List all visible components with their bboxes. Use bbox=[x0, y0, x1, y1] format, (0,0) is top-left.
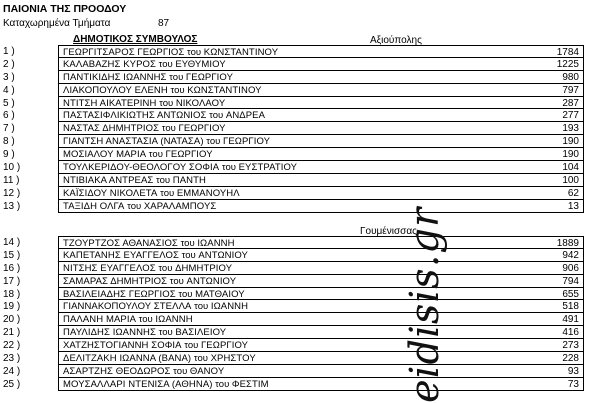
row-number: 12 ) bbox=[3, 187, 21, 199]
row-box bbox=[58, 275, 584, 288]
row-box bbox=[58, 161, 584, 174]
candidate-of: του bbox=[158, 58, 173, 70]
row-box bbox=[58, 365, 584, 378]
table-row bbox=[0, 58, 600, 71]
candidate-fullname: ΑΣΑΡΤΖΗΣ ΘΕΟΔΩΡΟΣ bbox=[63, 365, 171, 377]
candidate-father: ΓΕΩΡΓΙΟΥ bbox=[222, 136, 271, 148]
table-row bbox=[0, 161, 600, 174]
candidate-father: ΙΩΑΝΝΗ bbox=[155, 314, 193, 326]
candidate-votes: 190 bbox=[562, 149, 579, 161]
candidate-name bbox=[63, 379, 269, 390]
candidate-votes: 491 bbox=[562, 314, 579, 326]
candidate-father: ΓΕΩΡΓΙΟΥ bbox=[165, 149, 213, 161]
candidate-name bbox=[63, 72, 233, 83]
row-box bbox=[58, 313, 584, 326]
candidate-fullname: ΠΑΣΤΑΣΙΦΛΙΚΙΩΤΗΣ ΑΝΤΩΝΙΟΣ bbox=[63, 110, 207, 122]
candidate-list bbox=[0, 45, 600, 213]
candidate-of: του bbox=[206, 136, 221, 148]
candidate-votes: 104 bbox=[562, 162, 579, 174]
row-number: 9 ) bbox=[3, 149, 15, 161]
row-number: 15 ) bbox=[3, 249, 21, 261]
candidate-name bbox=[63, 47, 278, 58]
candidate-fullname: ΓΕΩΡΓΙΤΣΑΡΟΣ ΓΕΩΡΓΙΟΣ bbox=[63, 47, 185, 58]
row-box bbox=[58, 300, 584, 313]
candidate-of: του bbox=[169, 275, 184, 287]
candidate-name bbox=[63, 340, 248, 351]
candidate-votes: 73 bbox=[567, 378, 579, 390]
candidate-father: ΑΝΤΩΝΙΟΥ bbox=[198, 249, 248, 261]
row-box bbox=[58, 135, 584, 148]
candidate-fullname: ΓΙΑΝΤΣΗ ΑΝΑΣΤΑΣΙΑ (ΝΑΤΑΣΑ) bbox=[63, 136, 204, 148]
candidate-of: του bbox=[221, 162, 236, 174]
candidate-votes: 193 bbox=[562, 123, 579, 135]
table-row bbox=[0, 352, 600, 365]
candidate-of: του bbox=[215, 378, 230, 390]
candidate-votes: 62 bbox=[567, 187, 579, 199]
column-title: ΔΗΜΟΤΙΚΟΣ ΣΥΜΒΟΥΛΟΣ bbox=[73, 34, 198, 45]
row-box bbox=[58, 148, 584, 161]
registered-departments-count: 87 bbox=[158, 18, 170, 29]
row-box bbox=[58, 339, 584, 352]
row-number: 6 ) bbox=[3, 110, 15, 122]
candidate-votes: 1889 bbox=[556, 238, 579, 249]
row-number: 8 ) bbox=[3, 136, 15, 148]
candidate-of: του bbox=[194, 301, 209, 313]
candidate-of: του bbox=[161, 123, 176, 135]
candidate-father: ΙΩΑΝΝΗ bbox=[197, 238, 235, 249]
candidate-name bbox=[63, 136, 270, 147]
candidate-votes: 1784 bbox=[556, 47, 579, 58]
table-row bbox=[0, 262, 600, 275]
candidate-of: του bbox=[181, 249, 196, 261]
candidate-father: ΒΑΣΙΛΕΙΟΥ bbox=[175, 327, 227, 339]
row-box bbox=[58, 378, 584, 391]
row-number: 14 ) bbox=[3, 237, 21, 248]
row-box bbox=[58, 174, 584, 187]
municipality-label: Γουμένισσας bbox=[360, 226, 417, 237]
candidate-votes: 942 bbox=[562, 249, 579, 261]
row-number: 1 ) bbox=[3, 46, 15, 57]
candidate-votes: 13 bbox=[567, 200, 579, 212]
candidate-votes: 190 bbox=[562, 136, 579, 148]
candidate-fullname: ΚΑΪΣΙΔΟΥ ΝΙΚΟΛΕΤΑ bbox=[63, 187, 158, 199]
candidate-name bbox=[63, 263, 232, 274]
table-row bbox=[0, 148, 600, 161]
registered-departments-label: Καταχωρημένα Τμήματα bbox=[3, 18, 111, 29]
candidate-father: ΑΝΤΩΝΙΟΥ bbox=[186, 275, 237, 287]
table-row bbox=[0, 135, 600, 148]
candidate-of: του bbox=[158, 262, 173, 274]
row-number: 3 ) bbox=[3, 71, 15, 83]
candidate-name bbox=[63, 123, 226, 134]
watermark bbox=[402, 198, 552, 403]
candidate-of: του bbox=[184, 340, 199, 352]
row-box bbox=[58, 97, 584, 110]
row-box bbox=[58, 326, 584, 339]
row-box bbox=[58, 84, 584, 97]
table-row bbox=[0, 174, 600, 187]
table-row bbox=[0, 339, 600, 352]
candidate-father: ΓΕΩΡΓΙΟΥ bbox=[178, 123, 226, 135]
candidate-of: του bbox=[187, 47, 202, 58]
row-box bbox=[58, 45, 584, 58]
table-row bbox=[0, 97, 600, 110]
row-number: 18 ) bbox=[3, 288, 21, 300]
candidate-votes: 906 bbox=[562, 262, 579, 274]
candidate-father: ΙΩΑΝΝΗ bbox=[210, 301, 249, 313]
registered-departments bbox=[3, 18, 170, 29]
candidate-name bbox=[63, 201, 216, 212]
candidate-name bbox=[63, 175, 206, 186]
table-row bbox=[0, 84, 600, 97]
candidate-of: του bbox=[148, 149, 163, 161]
candidate-of: του bbox=[173, 365, 188, 377]
candidate-father: ΠΑΝΤΗ bbox=[172, 174, 206, 186]
candidate-name bbox=[63, 59, 226, 70]
row-number: 20 ) bbox=[3, 314, 21, 326]
candidate-votes: 100 bbox=[562, 174, 579, 186]
row-box bbox=[58, 122, 584, 135]
row-box bbox=[58, 288, 584, 301]
row-number: 22 ) bbox=[3, 340, 21, 352]
table-row bbox=[0, 45, 600, 58]
candidate-of: του bbox=[159, 97, 174, 109]
candidate-fullname: ΠΑΥΛΙΔΗΣ ΙΩΑΝΝΗΣ bbox=[63, 327, 156, 339]
candidate-father: ΚΩΝΣΤΑΝΤΙΝΟΥ bbox=[187, 84, 262, 96]
row-number: 13 ) bbox=[3, 200, 21, 212]
candidate-father: ΝΙΚΟΛΑΟΥ bbox=[175, 97, 226, 109]
candidate-of: του bbox=[169, 71, 184, 83]
candidate-father: ΓΕΩΡΓΙΟΥ bbox=[185, 71, 234, 83]
candidate-fullname: ΛΙΑΚΟΠΟΥΛΟΥ ΕΛΕΝΗ bbox=[63, 84, 168, 96]
candidate-fullname: ΜΟΣΙΑΛΟΥ ΜΑΡΙΑ bbox=[63, 149, 147, 161]
row-number: 2 ) bbox=[3, 58, 15, 70]
party-title: ΠΑΙΟΝΙΑ ΤΗΣ ΠΡΟΟΔΟΥ bbox=[3, 3, 127, 15]
candidate-fullname: ΝΑΣΤΑΣ ΔΗΜΗΤΡΙΟΣ bbox=[63, 123, 160, 135]
candidate-father: ΧΡΗΣΤΟΥ bbox=[210, 353, 256, 365]
row-box bbox=[58, 352, 584, 365]
table-row bbox=[0, 313, 600, 326]
candidate-name bbox=[63, 85, 262, 96]
table-row bbox=[0, 71, 600, 84]
candidate-of: του bbox=[158, 327, 173, 339]
table-row bbox=[0, 326, 600, 339]
candidate-name bbox=[63, 366, 224, 377]
candidate-list bbox=[0, 236, 600, 391]
candidate-of: του bbox=[138, 314, 153, 326]
candidate-votes: 273 bbox=[562, 340, 579, 352]
row-box bbox=[58, 262, 584, 275]
candidate-name bbox=[63, 250, 248, 261]
row-number: 5 ) bbox=[3, 97, 15, 109]
table-row bbox=[0, 249, 600, 262]
candidate-fullname: ΝΤΙΒΙΑΚΑ ΑΝΤΡΕΑΣ bbox=[63, 174, 154, 186]
candidate-father: ΕΥΘΥΜΙΟΥ bbox=[175, 58, 226, 70]
candidate-votes: 93 bbox=[567, 365, 579, 377]
row-number: 16 ) bbox=[3, 262, 21, 274]
candidate-fullname: ΤΖΟΥΡΤΖΟΣ ΑΘΑΝΑΣΙΟΣ bbox=[63, 238, 178, 249]
candidate-father: ΑΝΔΡΕΑ bbox=[225, 110, 266, 122]
candidate-votes: 518 bbox=[562, 301, 579, 313]
candidate-fullname: ΚΑΠΕΤΑΝΗΣ ΕΥΑΓΓΕΛΟΣ bbox=[63, 249, 179, 261]
candidate-name bbox=[63, 301, 248, 312]
candidate-name bbox=[63, 98, 225, 109]
candidate-father: ΕΥΣΤΡΑΤΙΟΥ bbox=[238, 162, 298, 174]
candidate-father: ΧΑΡΑΛΑΜΠΟΥΣ bbox=[143, 200, 217, 212]
candidate-fullname: ΝΙΤΣΗΣ ΕΥΑΓΓΕΛΟΣ bbox=[63, 262, 156, 274]
row-number: 19 ) bbox=[3, 301, 21, 313]
table-row bbox=[0, 288, 600, 301]
row-number: 17 ) bbox=[3, 275, 21, 287]
candidate-name bbox=[63, 110, 265, 121]
candidate-votes: 228 bbox=[562, 353, 579, 365]
row-number: 11 ) bbox=[3, 174, 20, 186]
candidate-father: ΦΕΣΤΙΜ bbox=[231, 378, 269, 390]
candidate-fullname: ΜΟΥΣΑΛΛΑΡΙ ΝΤΕΝΙΣΑ (ΑΘΗΝΑ) bbox=[63, 378, 213, 390]
candidate-name bbox=[63, 314, 193, 325]
candidate-of: του bbox=[160, 187, 175, 199]
candidate-votes: 277 bbox=[562, 110, 579, 122]
table-row bbox=[0, 275, 600, 288]
candidate-name bbox=[63, 162, 297, 173]
candidate-father: ΕΜΜΑΝΟΥΗΛ bbox=[176, 187, 240, 199]
candidate-name bbox=[63, 238, 235, 249]
candidate-of: του bbox=[193, 353, 208, 365]
table-row bbox=[0, 109, 600, 122]
candidate-votes: 980 bbox=[562, 71, 579, 83]
candidate-fullname: ΣΑΜΑΡΑΣ ΔΗΜΗΤΡΙΟΣ bbox=[63, 275, 168, 287]
candidate-fullname: ΝΤΙΤΣΗ ΑΙΚΑΤΕΡΙΝΗ bbox=[63, 97, 157, 109]
candidate-fullname: ΤΑΞΙΔΗ ΟΛΓΑ bbox=[63, 200, 125, 212]
candidate-name bbox=[63, 327, 226, 338]
watermark-text: eidisis.gr bbox=[402, 206, 448, 403]
row-number: 21 ) bbox=[3, 327, 21, 339]
candidate-votes: 287 bbox=[562, 97, 579, 109]
candidate-name bbox=[63, 289, 245, 300]
row-number: 10 ) bbox=[3, 162, 21, 174]
candidate-of: του bbox=[127, 200, 142, 212]
row-number: 25 ) bbox=[3, 378, 21, 390]
row-number: 7 ) bbox=[3, 123, 15, 135]
candidate-father: ΔΗΜΗΤΡΙΟΥ bbox=[175, 262, 233, 274]
table-row bbox=[0, 300, 600, 313]
candidate-of: του bbox=[209, 110, 224, 122]
candidate-name bbox=[63, 276, 236, 287]
table-row bbox=[0, 122, 600, 135]
candidate-fullname: ΤΟΥΛΚΕΡΙΔΟΥ-ΘΕΟΛΟΓΟΥ ΣΟΦΙΑ bbox=[63, 162, 220, 174]
candidate-of: του bbox=[170, 84, 185, 96]
candidate-votes: 797 bbox=[562, 84, 579, 96]
candidate-father: ΘΑΝΟΥ bbox=[189, 365, 225, 377]
row-box bbox=[58, 71, 584, 84]
row-number: 4 ) bbox=[3, 84, 15, 96]
candidate-votes: 1225 bbox=[556, 58, 579, 70]
candidate-name bbox=[63, 353, 256, 364]
row-box bbox=[58, 249, 584, 262]
row-number: 23 ) bbox=[3, 353, 21, 365]
row-number: 24 ) bbox=[3, 365, 21, 377]
candidate-of: του bbox=[180, 238, 195, 249]
candidate-name bbox=[63, 149, 213, 160]
candidate-of: του bbox=[178, 288, 193, 300]
candidate-name bbox=[63, 188, 240, 199]
table-row bbox=[0, 378, 600, 391]
candidate-votes: 794 bbox=[562, 275, 579, 287]
row-box bbox=[58, 109, 584, 122]
candidate-votes: 655 bbox=[562, 288, 579, 300]
candidate-fullname: ΠΑΝΤΙΚΙΔΗΣ ΙΩΑΝΝΗΣ bbox=[63, 71, 167, 83]
candidate-father: ΓΕΩΡΓΙΟΥ bbox=[200, 340, 249, 352]
candidate-fullname: ΓΙΑΝΝΑΚΟΠΟΥΛΟΥ ΣΤΕΛΛΑ bbox=[63, 301, 192, 313]
candidate-fullname: ΠΑΛΑΝΗ ΜΑΡΙΑ bbox=[63, 314, 137, 326]
row-box bbox=[58, 58, 584, 71]
candidate-father: ΜΑΤΘΑΙΟΥ bbox=[195, 288, 245, 300]
candidate-fullname: ΔΕΛΙΤΖΑΚΗ ΙΩΑΝΝΑ (ΒΑΝΑ) bbox=[63, 353, 192, 365]
candidate-father: ΚΩΝΣΤΑΝΤΙΝΟΥ bbox=[203, 47, 279, 58]
candidate-fullname: ΧΑΤΖΗΣΤΟΓΙΑΝΝΗ ΣΟΦΙΑ bbox=[63, 340, 182, 352]
municipality-label: Αξιούπολης bbox=[370, 35, 422, 46]
candidate-fullname: ΒΑΣΙΛΕΙΑΔΗΣ ΓΕΩΡΓΙΟΣ bbox=[63, 288, 176, 300]
candidate-of: του bbox=[156, 174, 171, 186]
candidate-votes: 416 bbox=[562, 327, 579, 339]
candidate-fullname: ΚΑΛΑΒΑΖΗΣ ΚΥΡΟΣ bbox=[63, 58, 156, 70]
table-row bbox=[0, 365, 600, 378]
